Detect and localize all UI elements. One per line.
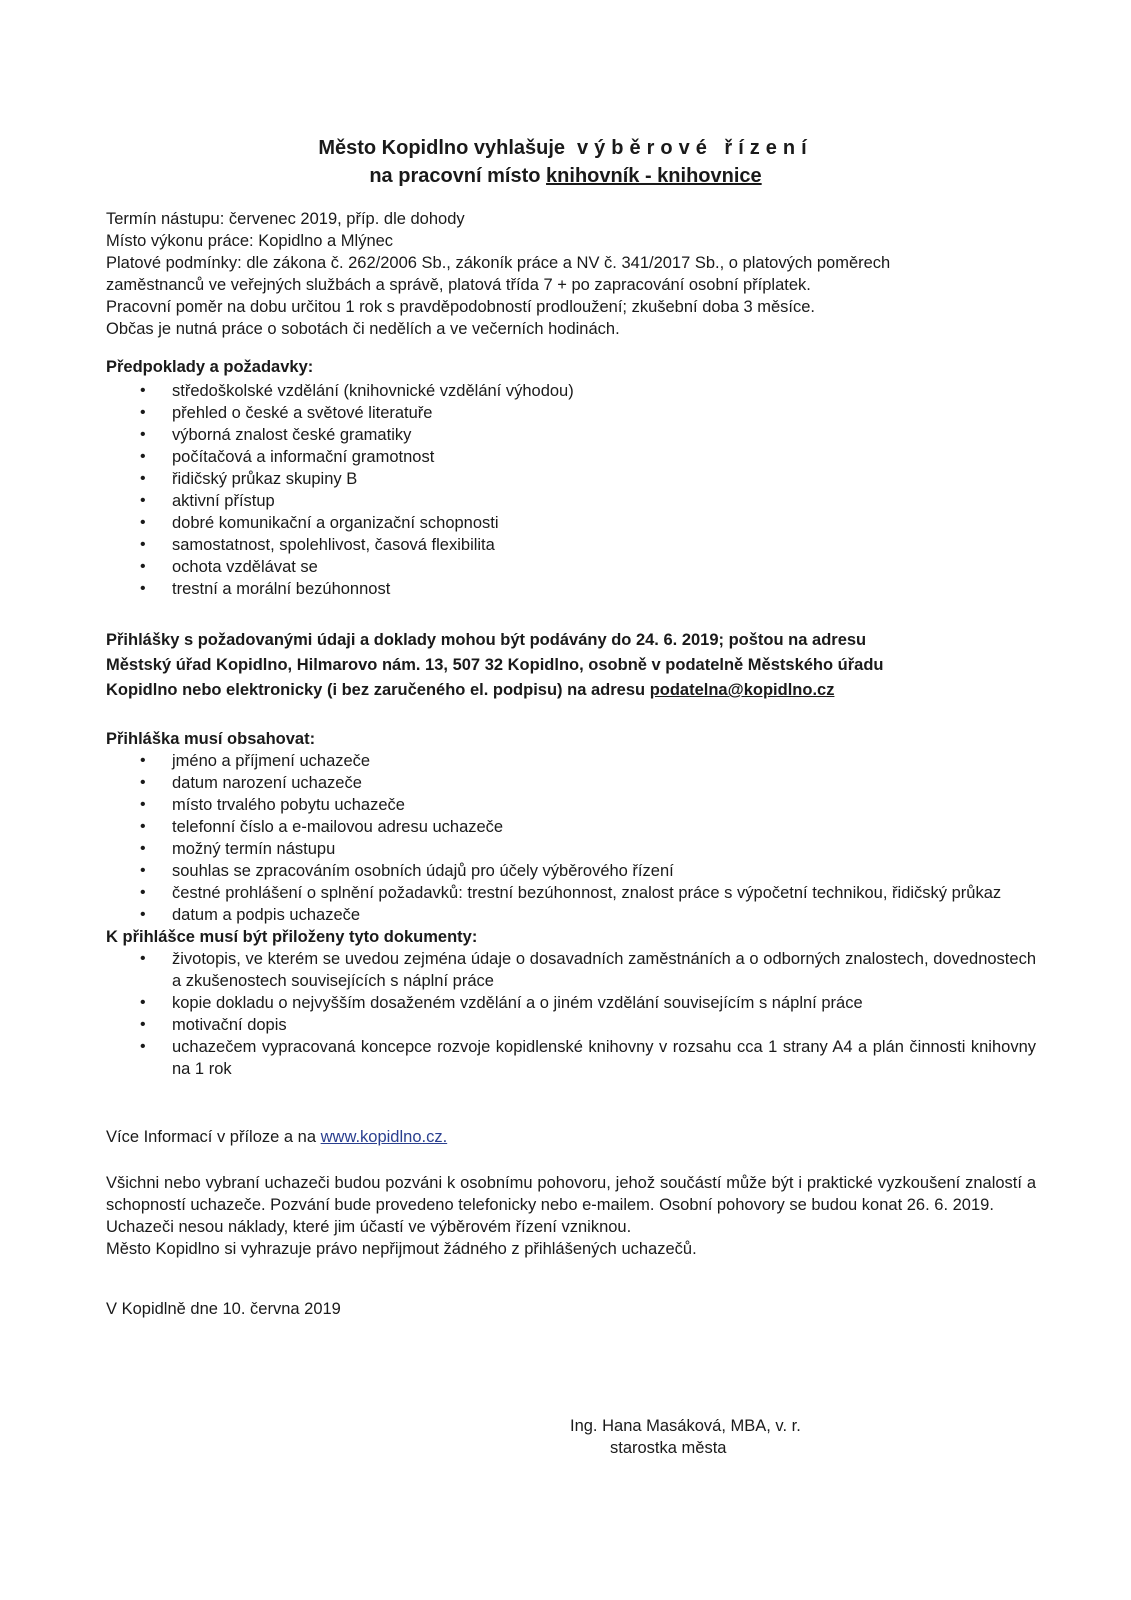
- list-item: • výborná znalost české gramatiky: [106, 424, 1036, 446]
- requirements-list: [106, 380, 1036, 600]
- list-item: • čestné prohlášení o splnění požadavků: trestní bezúhonnost, znalost práce s výpočetní technikou, řidičský průkaz: [106, 882, 1036, 904]
- signature-block: [570, 1415, 801, 1459]
- closing-section: [106, 1172, 1036, 1260]
- submission-section: [106, 628, 1036, 703]
- list-item: • životopis, ve kterém se uvedou zejména údaje o dosavadních zaměstnáních a o odborných znalostech, dovednostech a zkušenostech souvisejících s náplní práce: [106, 948, 1036, 992]
- intro-line: Termín nástupu: červenec 2019, příp. dle dohody: [106, 210, 465, 228]
- subtitle-prefix: na pracovní místo: [369, 165, 541, 187]
- list-item: • samostatnost, spolehlivost, časová flexibilita: [106, 534, 1036, 556]
- list-item: • jméno a příjmení uchazeče: [106, 750, 1036, 772]
- list-item: • počítačová a informační gramotnost: [106, 446, 1036, 468]
- list-item: • možný termín nástupu: [106, 838, 1036, 860]
- application-section: [106, 728, 1036, 1080]
- submission-line-text: Kopidlno nebo elektronicky (i bez zaručeného el. podpisu) na adresu: [106, 681, 646, 699]
- signatory-name: Ing. Hana Masáková, MBA, v. r.: [570, 1417, 801, 1435]
- list-item: • řidičský průkaz skupiny B: [106, 468, 1036, 490]
- submission-line: Městský úřad Kopidlno, Hilmarovo nám. 13, 507 32 Kopidlno, osobně v podatelně Městského úřadu: [106, 656, 884, 674]
- documents-heading: K přihlášce musí být přiloženy tyto dokumenty:: [106, 928, 478, 946]
- website-link[interactable]: www.kopidlno.cz.: [320, 1128, 448, 1146]
- list-item: • datum a podpis uchazeče: [106, 904, 1036, 926]
- title-prefix: Město Kopidlno vyhlašuje: [318, 137, 566, 159]
- email-link[interactable]: podatelna@kopidlno.cz: [649, 681, 835, 699]
- position-name: knihovník - knihovnice: [546, 165, 762, 187]
- list-item: • motivační dopis: [106, 1014, 1036, 1036]
- signatory-role: starostka města: [610, 1439, 727, 1457]
- intro-line: Místo výkonu práce: Kopidlno a Mlýnec: [106, 232, 394, 250]
- date-line: [106, 1298, 1036, 1320]
- list-item: • dobré komunikační a organizační schopnosti: [106, 512, 1036, 534]
- interview-paragraph: Všichni nebo vybraní uchazeči budou pozváni k osobnímu pohovoru, jehož součástí může být i praktické vyzkoušení znalostí a schopností uchazeče. Pozvání bude provedeno telefonicky nebo e-mailem. Osobní pohovory se budou konat 26. 6. 2019.: [106, 1174, 1036, 1214]
- intro-line: zaměstnanců ve veřejných službách a správě, platová třída 7 + po zapracování osobní příplatek.: [106, 276, 811, 294]
- submission-line: Přihlášky s požadovanými údaji a doklady mohou být podávány do 24. 6. 2019; poštou na adresu: [106, 631, 867, 649]
- intro-section: [106, 208, 1036, 340]
- list-item: • telefonní číslo a e-mailovou adresu uchazeče: [106, 816, 1036, 838]
- intro-line: Pracovní poměr na dobu určitou 1 rok s pravděpodobností prodloužení; zkušební doba 3 měsíce.: [106, 298, 816, 316]
- submission-line: [106, 678, 1036, 703]
- costs-line: Uchazeči nesou náklady, které jim účastí ve výběrovém řízení vzniknou.: [106, 1218, 632, 1236]
- list-item: • uchazečem vypracovaná koncepce rozvoje kopidlenské knihovny v rozsahu cca 1 strany A4 a plán činnosti knihovny na 1 rok: [106, 1036, 1036, 1080]
- document-subtitle: [0, 163, 1131, 189]
- list-item: • aktivní přístup: [106, 490, 1036, 512]
- intro-line: Občas je nutná práce o sobotách či nedělích a ve večerních hodinách.: [106, 320, 620, 338]
- list-item: • kopie dokladu o nejvyšším dosaženém vzdělání a o jiném vzdělání souvisejícím s náplní práce: [106, 992, 1036, 1014]
- date-text: V Kopidlně dne 10. června 2019: [106, 1300, 341, 1318]
- list-item: • trestní a morální bezúhonnost: [106, 578, 1036, 600]
- reserve-line: Město Kopidlno si vyhrazuje právo nepřijmout žádného z přihlášených uchazečů.: [106, 1240, 697, 1258]
- application-heading: Přihláška musí obsahovat:: [106, 730, 316, 748]
- list-item: • souhlas se zpracováním osobních údajů pro účely výběrového řízení: [106, 860, 1036, 882]
- more-info-line: [106, 1126, 1036, 1148]
- document-title: [0, 135, 1131, 161]
- requirements-heading: Předpoklady a požadavky:: [106, 358, 314, 376]
- list-item: • středoškolské vzdělání (knihovnické vzdělání výhodou): [106, 380, 1036, 402]
- title-spaced: výběrové řízení: [577, 137, 813, 159]
- documents-list: [106, 948, 1036, 1080]
- list-item: • ochota vzdělávat se: [106, 556, 1036, 578]
- more-info-text: Více Informací v příloze a na: [106, 1128, 317, 1146]
- requirements-section: [106, 356, 1036, 600]
- list-item: • přehled o české a světové literatuře: [106, 402, 1036, 424]
- intro-line: Platové podmínky: dle zákona č. 262/2006 Sb., zákoník práce a NV č. 341/2017 Sb., o platových poměrech: [106, 254, 891, 272]
- application-list: [106, 750, 1036, 926]
- list-item: • datum narození uchazeče: [106, 772, 1036, 794]
- list-item: • místo trvalého pobytu uchazeče: [106, 794, 1036, 816]
